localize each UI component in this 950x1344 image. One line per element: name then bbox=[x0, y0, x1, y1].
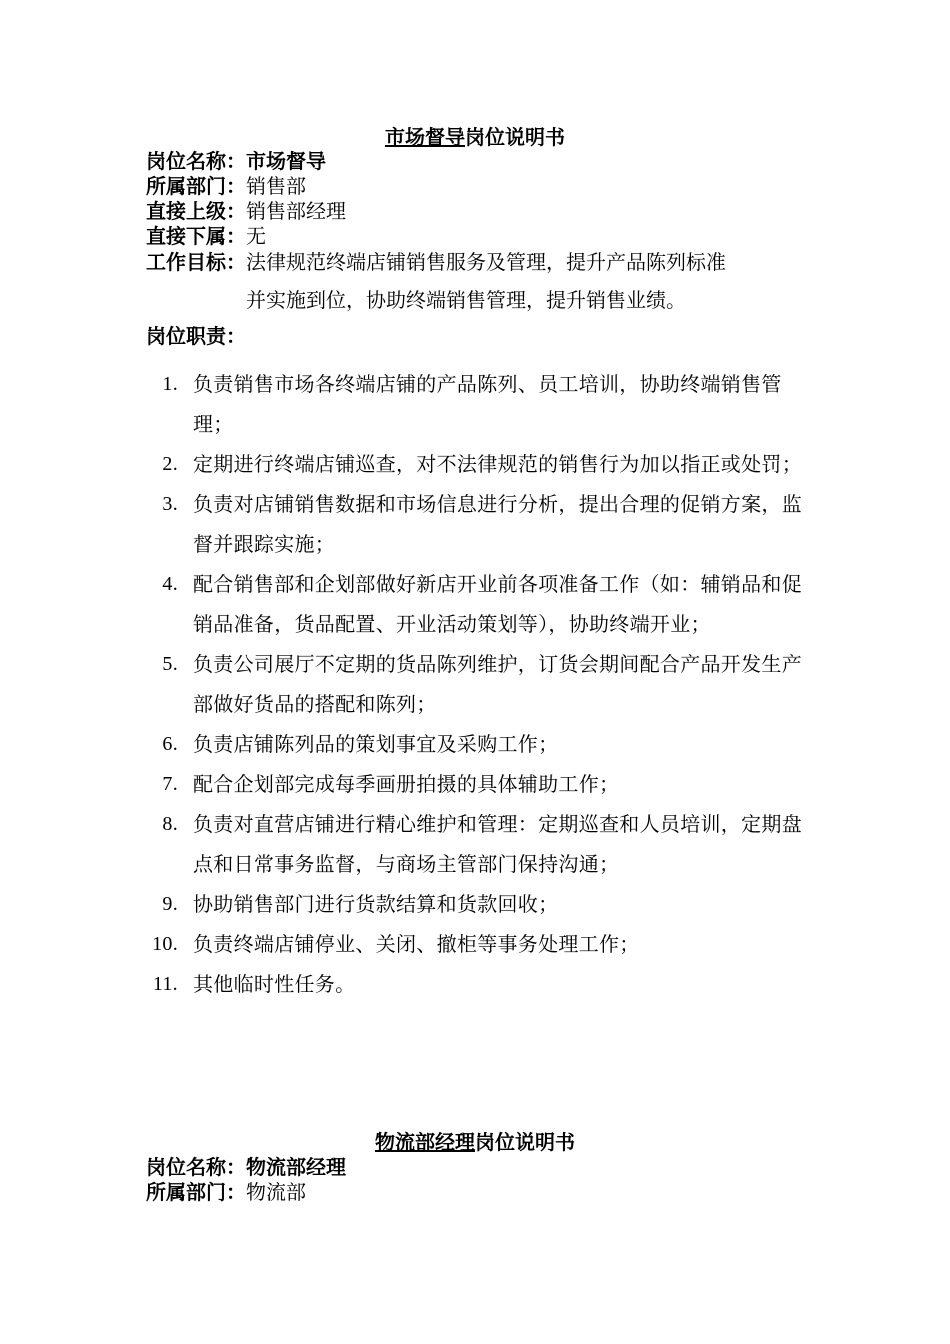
goal-text-1: 法律规范终端店铺销售服务及管理，提升产品陈列标准 bbox=[246, 250, 726, 274]
position-label: 岗位名称： bbox=[146, 149, 246, 173]
duty-item: 5. 负责公司展厅不定期的货品陈列维护，订货会期间配合产品开发生产部做好货品的搭配和陈列； bbox=[162, 652, 802, 716]
duties-list bbox=[146, 364, 811, 1004]
superior-value: 销售部经理 bbox=[246, 199, 346, 223]
duty-item: 8. 负责对直营店铺进行精心维护和管理：定期巡查和人员培训，定期盘点和日常事务监督，与商场主管部门保持沟通； bbox=[162, 812, 802, 876]
subordinate-label: 直接下属： bbox=[146, 224, 246, 248]
goal-text-2: 并实施到位，协助终端销售管理，提升销售业绩。 bbox=[246, 288, 686, 312]
duty-item: 3. 负责对店铺销售数据和市场信息进行分析，提出合理的促销方案，监督并跟踪实施； bbox=[162, 492, 802, 556]
goal-line-1 bbox=[146, 243, 811, 281]
doc2-department-field bbox=[146, 1180, 306, 1205]
doc1-goal bbox=[146, 243, 811, 319]
duty-item: 1. 负责销售市场各终端店铺的产品陈列、员工培训，协助终端销售管理； bbox=[162, 372, 782, 436]
doc1-title bbox=[0, 125, 950, 149]
goal-label: 工作目标： bbox=[146, 250, 246, 274]
position-value: 物流部经理 bbox=[246, 1155, 346, 1179]
duty-item: 9. 协助销售部门进行货款结算和货款回收； bbox=[162, 892, 559, 916]
duty-item: 2. 定期进行终端店铺巡查，对不法律规范的销售行为加以指正或处罚； bbox=[162, 452, 802, 476]
duty-item: 7. 配合企划部完成每季画册拍摄的具体辅助工作； bbox=[162, 772, 620, 796]
department-label: 所属部门： bbox=[146, 174, 246, 198]
superior-label: 直接上级： bbox=[146, 199, 246, 223]
doc2-title-underlined: 物流部经理 bbox=[375, 1130, 475, 1154]
subordinate-value: 无 bbox=[246, 224, 266, 248]
doc1-title-underlined: 市场督导 bbox=[385, 125, 465, 149]
duty-item: 4. 配合销售部和企划部做好新店开业前各项准备工作（如：辅销品和促销品准备，货品配置、开业活动策划等），协助终端开业； bbox=[162, 572, 802, 636]
doc1-department-field bbox=[146, 174, 306, 199]
doc1-title-rest: 岗位说明书 bbox=[465, 125, 565, 149]
position-value: 市场督导 bbox=[246, 149, 326, 173]
doc2-position-field bbox=[146, 1155, 346, 1180]
duty-item: 10. 负责终端店铺停业、关闭、撤柜等事务处理工作； bbox=[152, 932, 640, 956]
duties-heading: 岗位职责： bbox=[146, 324, 246, 348]
duty-item: 11. 其他临时性任务。 bbox=[152, 972, 356, 996]
doc1-superior-field bbox=[146, 199, 346, 224]
doc2-title bbox=[0, 1130, 950, 1154]
doc2-title-rest: 岗位说明书 bbox=[475, 1130, 575, 1154]
department-value: 销售部 bbox=[246, 174, 306, 198]
doc1-position-field bbox=[146, 149, 326, 174]
department-value: 物流部 bbox=[246, 1180, 306, 1204]
department-label: 所属部门： bbox=[146, 1180, 246, 1204]
duty-item: 6. 负责店铺陈列品的策划事宜及采购工作； bbox=[162, 732, 559, 756]
position-label: 岗位名称： bbox=[146, 1155, 246, 1179]
